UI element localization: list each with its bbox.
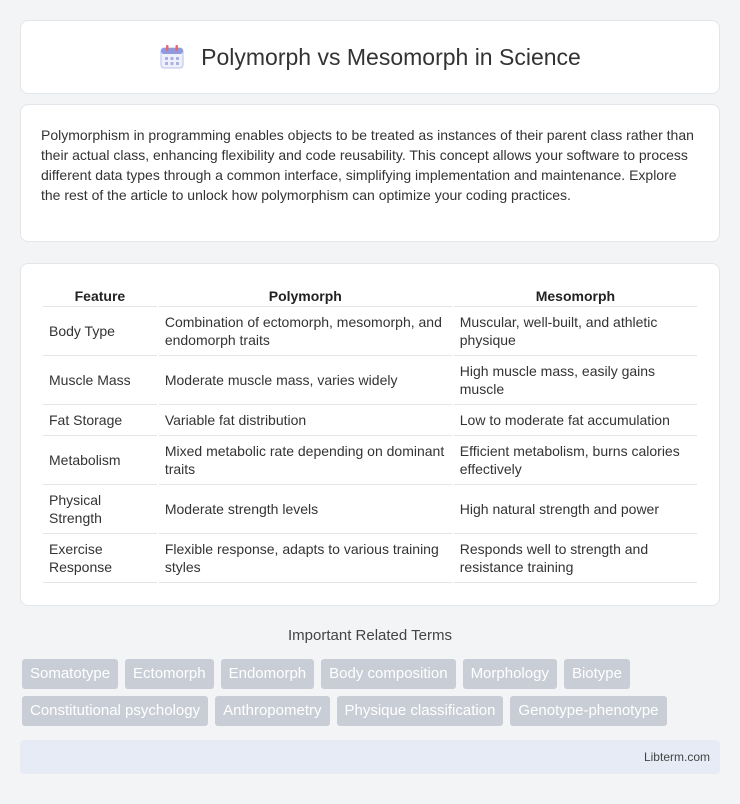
table-header-cell: Feature xyxy=(43,280,157,307)
table-header-row xyxy=(43,280,697,307)
table-cell: Efficient metabolism, burns calories effectively xyxy=(454,436,697,485)
table-header-cell: Polymorph xyxy=(159,280,452,307)
table-cell: High muscle mass, easily gains muscle xyxy=(454,356,697,405)
calendar-icon xyxy=(159,44,185,70)
title-wrap xyxy=(159,44,581,71)
table-cell: Combination of ectomorph, mesomorph, and endomorph traits xyxy=(159,307,452,356)
comparison-table-card xyxy=(20,263,720,606)
intro-card xyxy=(20,104,720,242)
tag-ectomorph[interactable]: Ectomorph xyxy=(125,659,214,689)
table-cell: Exercise Response xyxy=(43,534,157,583)
table-cell: Low to moderate fat accumulation xyxy=(454,405,697,436)
table-row xyxy=(43,534,697,583)
table-cell: Flexible response, adapts to various training styles xyxy=(159,534,452,583)
table-row xyxy=(43,436,697,485)
table-cell: Variable fat distribution xyxy=(159,405,452,436)
table-row xyxy=(43,356,697,405)
tag-somatotype[interactable]: Somatotype xyxy=(22,659,118,689)
tag-physique-classification[interactable]: Physique classification xyxy=(337,696,504,726)
related-terms-title: Important Related Terms xyxy=(288,627,452,644)
page-title: Polymorph vs Mesomorph in Science xyxy=(201,43,581,70)
table-cell: Body Type xyxy=(43,307,157,356)
table-cell: Mixed metabolic rate depending on dominant traits xyxy=(159,436,452,485)
footer xyxy=(20,740,720,774)
table-cell: Moderate strength levels xyxy=(159,485,452,534)
tag-endomorph[interactable]: Endomorph xyxy=(221,659,315,689)
tag-body-composition[interactable]: Body composition xyxy=(321,659,455,689)
table-row xyxy=(43,307,697,356)
table-row xyxy=(43,405,697,436)
table-cell: High natural strength and power xyxy=(454,485,697,534)
related-terms-list xyxy=(22,659,722,726)
table-cell: Muscle Mass xyxy=(43,356,157,405)
table-row xyxy=(43,485,697,534)
tag-constitutional-psychology[interactable]: Constitutional psychology xyxy=(22,696,208,726)
tag-genotype-phenotype[interactable]: Genotype-phenotype xyxy=(510,696,666,726)
tag-anthropometry[interactable]: Anthropometry xyxy=(215,696,329,726)
tag-morphology[interactable]: Morphology xyxy=(463,659,557,689)
table-header-cell: Mesomorph xyxy=(454,280,697,307)
intro-text: Polymorphism in programming enables objects to be treated as instances of their parent class rather than their actual class, enhancing flexibility and code reusability. This concept allows your software to process different data types through a common interface, simplifying implementation and maintenance. Explore the rest of the article to unlock how polymorphism can optimize your coding practices. xyxy=(41,127,694,203)
table-cell: Physical Strength xyxy=(43,485,157,534)
table-cell: Muscular, well-built, and athletic physique xyxy=(454,307,697,356)
header-card xyxy=(20,20,720,94)
comparison-table xyxy=(41,280,699,583)
table-cell: Responds well to strength and resistance training xyxy=(454,534,697,583)
tag-biotype[interactable]: Biotype xyxy=(564,659,630,689)
table-cell: Moderate muscle mass, varies widely xyxy=(159,356,452,405)
footer-site-link[interactable]: Libterm.com xyxy=(643,750,710,764)
table-cell: Fat Storage xyxy=(43,405,157,436)
table-cell: Metabolism xyxy=(43,436,157,485)
